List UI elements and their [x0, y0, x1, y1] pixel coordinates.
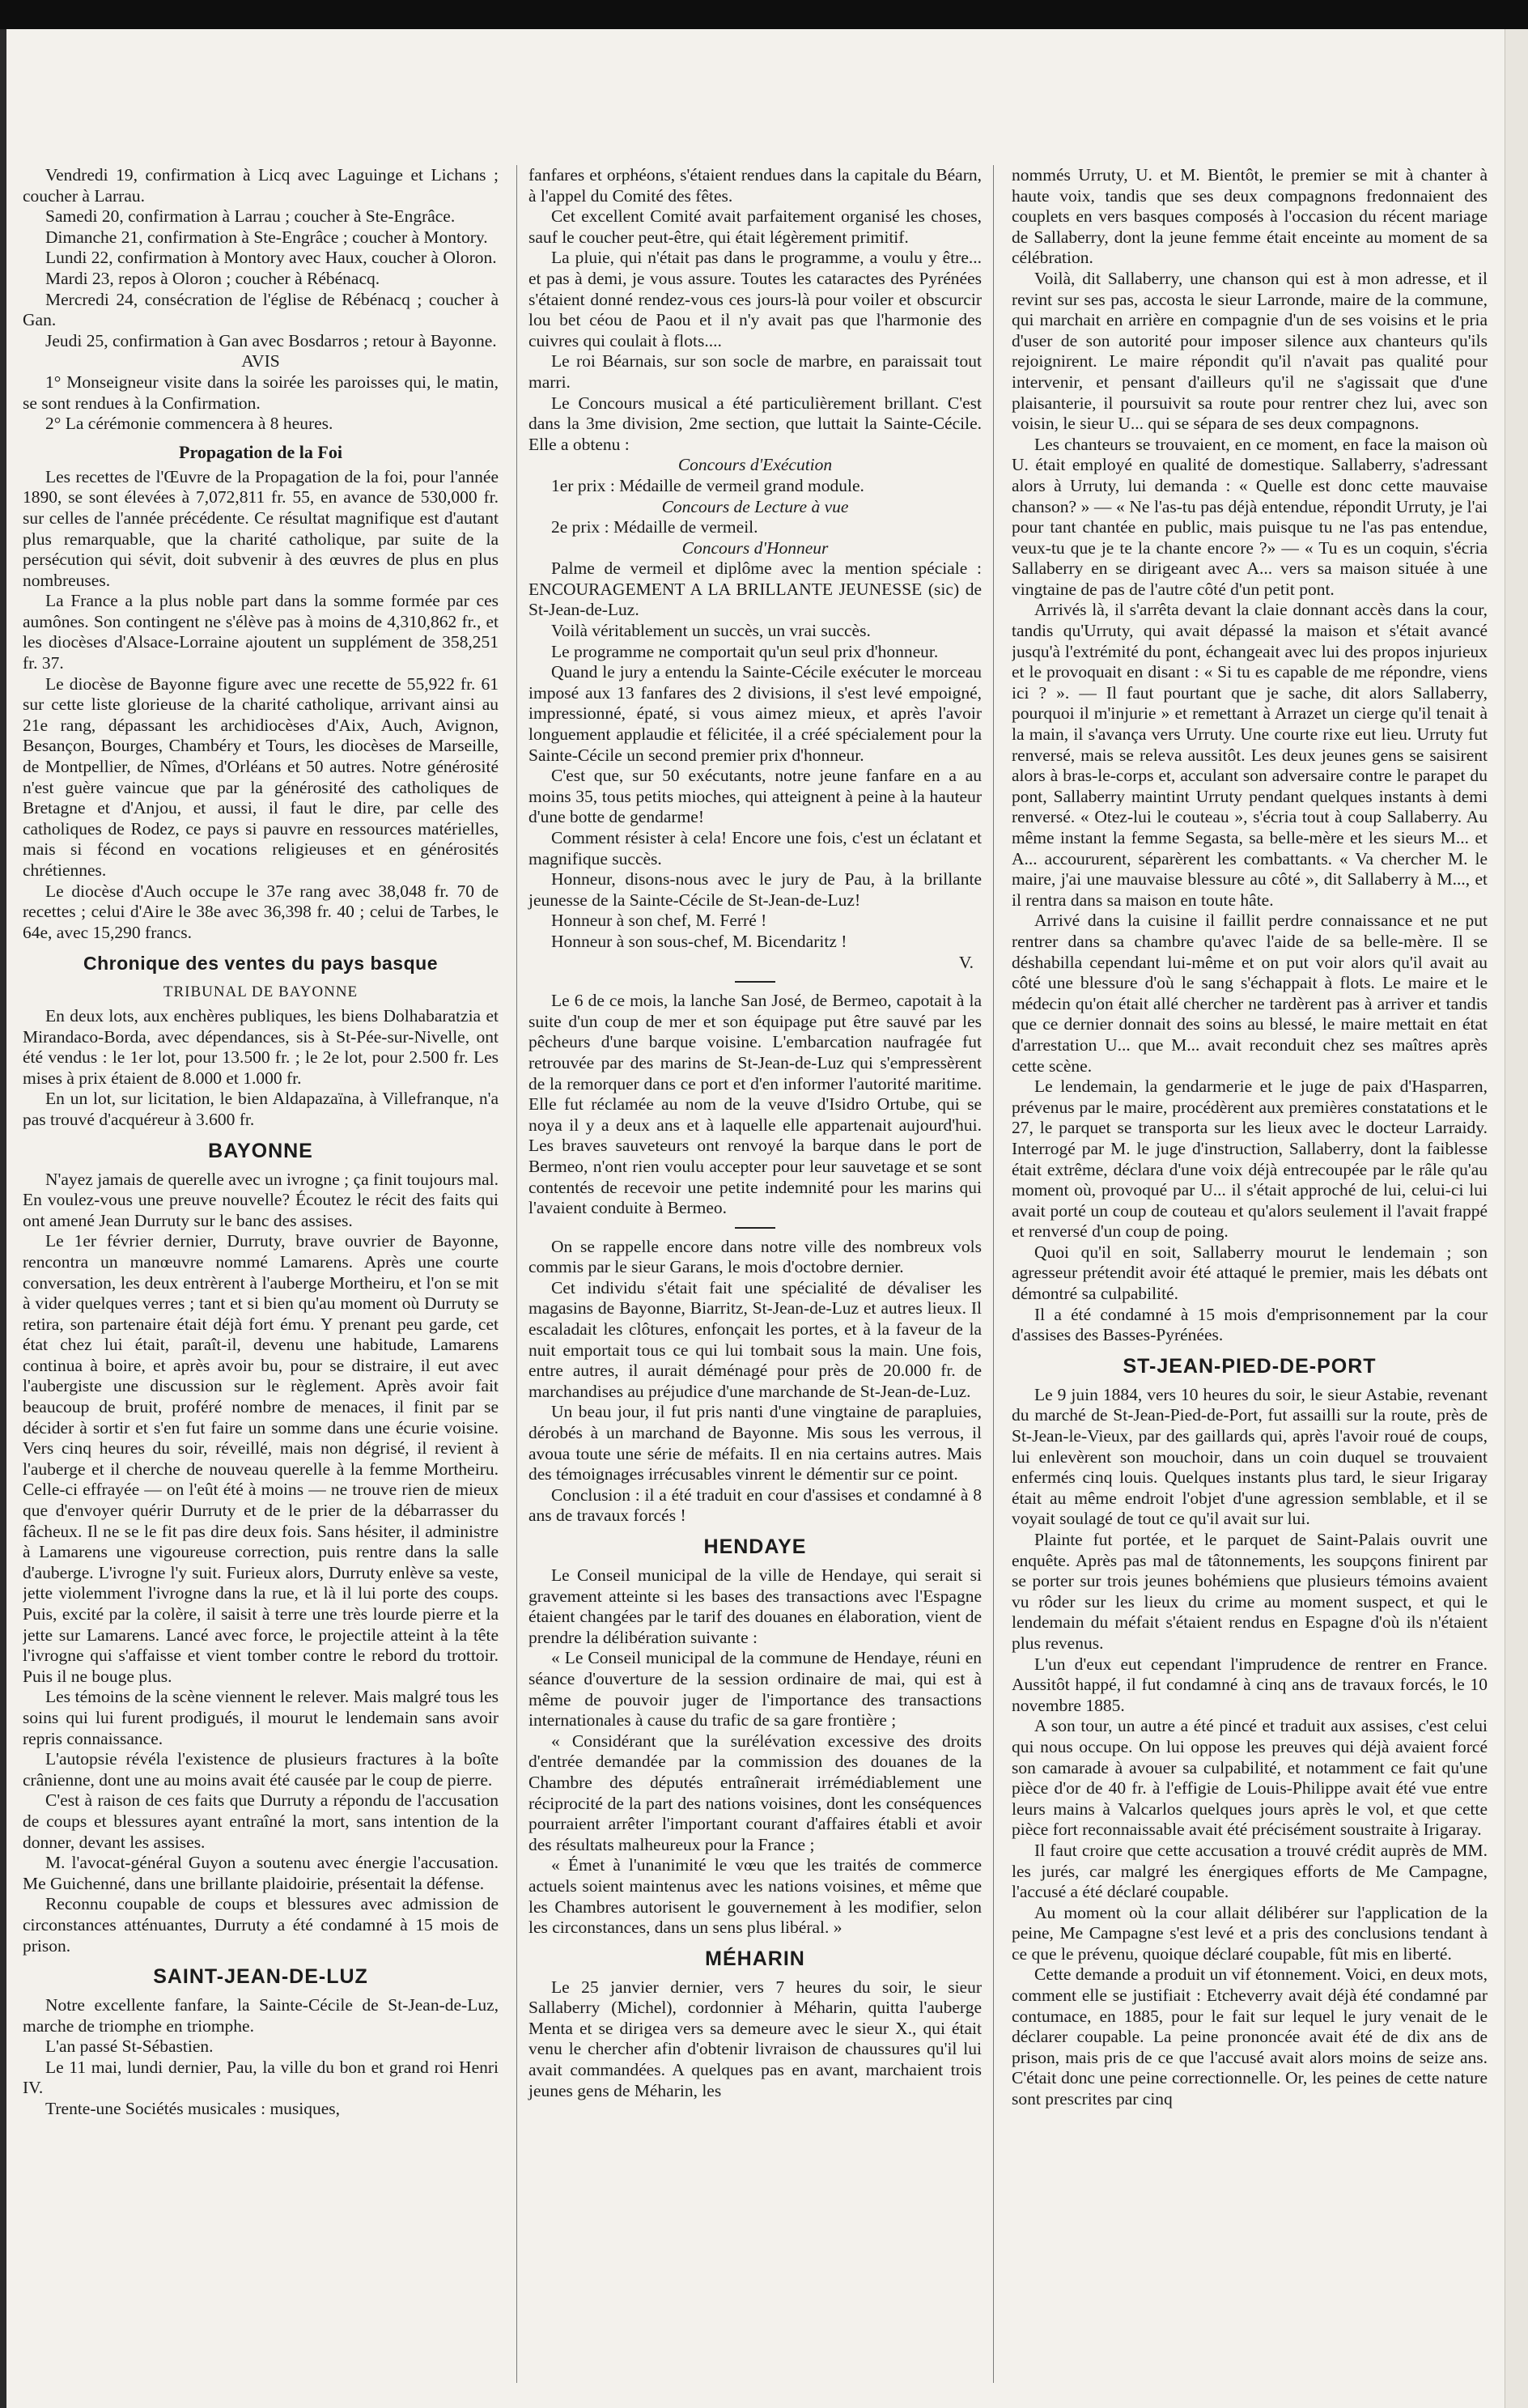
article-paragraph: Le 1er février dernier, Durruty, brave ouvrier de Bayonne, rencontra un manœuvre nommé Lamarens. Après une courte conversation, les deux entrèrent à l'auberge Mortheiru, et l'on se mit à vider quelques verres ; tant et si bien qu'au moment où Durruty se retira, son partenaire était déjà fort ému. Y prenant peu garde, cet état chez lui était, paraît-il, devenu une habitude, Lamarens continua à boire, et après avoir bu, pour se distraire, il eut avec l'aubergiste une discussion sur le règlement. Après avoir fait beaucoup de bruit, proféré nombre de menaces, il finit par se décider à sortir et s'en fut faire un somme dans une écurie voisine. Vers cinq heures du soir, réveillé, mais non dégrisé, il revient à l'auberge et il cherche de nouveau querelle à la femme Mortheiru. Celle-ci effrayée — on l'eût été à moins — ne trouve rien de mieux que d'envoyer quérir Durruty et de le prier de la débarrasser du fâcheux. Il ne se le fit pas dire deux fois. Sans hésiter, il administre à Lamarens une vigoureuse correction, puis rentre dans la salle d'auberge. L'ivrogne l'y suit. Furieux alors, Durruty enlève sa veste, jette violemment l'ivrogne dans la rue, et là il lui porte des coups. Puis, excité par la colère, il saisit à terre une très lourde pierre et la jette sur Lamarens. Lancé avec force, le projectile atteint à la tête l'ivrogne qui s'affaisse et vient tomber contre le rebord du trottoir. Puis il ne bouge plus.	[23, 1231, 499, 1686]
prize-line: 1er prix : Médaille de vermeil grand module.	[551, 475, 864, 495]
article-paragraph: N'ayez jamais de querelle avec un ivrogne ; ça finit toujours mal. En voulez-vous une preuve nouvelle? Écoutez le récit des faits qui ont amené Jean Durruty sur le banc des assises.	[23, 1169, 499, 1230]
article-paragraph: Les témoins de la scène viennent le relever. Mais malgré tous les soins qui lui furent prodigués, il mourut le lendemain sans avoir repris connaissance.	[23, 1687, 499, 1748]
concours-lecture-label: Concours de Lecture à vue	[661, 496, 849, 516]
article-paragraph: Arrivé dans la cuisine il faillit perdre connaissance et ne put rentrer dans sa chambre qu'avec l'aide de sa belle-mère. Il se déshabilla cependant lui-même et on put voir alors qu'il avait au côté une blessure d'où le sang s'échappait à flots. Le maire et le médecin qu'on était allé chercher ne tardèrent pas à arriver et tandis que ce dernier donnait des soins au blessé, le maire mettait en état d'arrestation U... que M... avait reconduit chez ses maîtres après cette scène.	[1012, 911, 1488, 1076]
article-paragraph: La pluie, qui n'était pas dans le programme, a voulu y être... et pas à demi, je vous assure. Toutes les cataractes des Pyrénées s'étaient donné rendez-vous ces jours-là pour voiler et obscurcir lou bet céou de Paou et il n'y avait pas que l'harmonie des cuivres qui coulait à flots....	[528, 248, 982, 350]
confirmation-itinerary	[23, 165, 499, 351]
article-paragraph: Comment résister à cela! Encore une fois, c'est un éclatant et magnifique succès.	[528, 828, 982, 868]
article-paragraph: Le Conseil municipal de la ville de Hendaye, qui serait si gravement atteinte si les bases des transactions avec l'Espagne étaient changées par le tarif des douanes en élaboration, vient de prendre la délibération suivante :	[528, 1565, 982, 1647]
hendaye-heading: HENDAYE	[703, 1535, 807, 1558]
article-paragraph: Honneur à son sous-chef, M. Bicendaritz !	[551, 931, 847, 951]
article-paragraph: Trente-une Sociétés musicales : musiques,	[45, 2099, 341, 2119]
article-paragraph: La France a la plus noble part dans la somme formée par ces aumônes. Son contingent ne s'élève pas à moins de 4,310,862 fr., et les diocèses d'Alsace-Lorraine ajoutent un supplément de 358,251 fr. 37.	[23, 591, 499, 673]
article-paragraph: Il a été condamné à 15 mois d'emprisonnement par la cour d'assises des Basses-Pyrénées.	[1012, 1304, 1488, 1345]
article-paragraph: Cet individu s'était fait une spécialité de dévaliser les magasins de Bayonne, Biarritz, St-Jean-de-Luz et autres lieux. Il escaladait les clôtures, enfonçait les portes, et à la faveur de la nuit emportait tous ce qui lui tombait sous la main. Une fois, entre autres, il aurait déménagé pour près de 20.000 fr. de marchandises au préjudice d'une marchande de St-Jean-de-Luz.	[528, 1277, 982, 1401]
article-paragraph: On se rappelle encore dans notre ville des nombreux vols commis par le sieur Garans, le mois d'octobre dernier.	[528, 1236, 982, 1277]
article-paragraph: Le 11 mai, lundi dernier, Pau, la ville du bon et grand roi Henri IV.	[23, 2057, 499, 2098]
article-paragraph: En un lot, sur licitation, le bien Aldapazaïna, à Villefranque, n'a pas trouvé d'acquéreur à 3.600 fr.	[23, 1089, 499, 1129]
st-jean-pied-de-port-heading: ST-JEAN-PIED-DE-PORT	[1123, 1354, 1377, 1378]
article-paragraph: Plainte fut portée, et le parquet de Saint-Palais ouvrit une enquête. Après pas mal de tâtonnements, les soupçons finirent par se porter sur trois jeunes bohémiens que plusieurs témoins avaient vu rôder sur les lieux du crime au moment suspect, et qui le lendemain du méfait s'étaient rendus en Espagne d'où ils n'étaient plus revenus.	[1012, 1530, 1488, 1653]
newspaper-page	[23, 165, 1488, 2399]
article-paragraph: Honneur à son chef, M. Ferré !	[551, 911, 767, 931]
article-paragraph: « Le Conseil municipal de la commune de Hendaye, réuni en séance d'ouverture de la session ordinaire de mai, qui est à même de pouvoir juger de l'importance des transactions internationales à cause du trafic de sa gare frontière ;	[528, 1648, 982, 1731]
chronique-subheading: TRIBUNAL DE BAYONNE	[163, 983, 359, 1001]
avis-item: 2° La cérémonie commencera à 8 heures.	[45, 414, 333, 434]
article-paragraph: Quand le jury a entendu la Sainte-Cécile exécuter le morceau imposé aux 13 fanfares des 2 divisions, il s'est levé empoigné, impressionné, épaté, si vous aimez mieux, et après l'avoir longuement applaudie et félicitée, il a créé spécialement pour la Sainte-Cécile un second premier prix d'honneur.	[528, 662, 982, 765]
article-paragraph: Arrivés là, il s'arrêta devant la claie donnant accès dans la cour, tandis qu'Urruty, qui avait dépassé la maison et s'était avancé jusqu'à l'extrémité du pont, échangeait avec lui des propos injurieux et le provoquait en disant : « Si tu es capable de me répondre, viens ici ? ». — Il faut pourtant que je sache, dit alors Sallaberry, pourquoi il m'injurie » et remettant à Arrazet un cierge qu'il tenait à la main, il s'avança vers Urruty. Une courte rixe eut lieu. Urruty fut renversé, mais se releva aussitôt. Les deux jeunes gens se saisirent alors à bras-le-corps et, acculant son adversaire contre le parapet du pont, Sallaberry maintint Urruty pendant quelques instants à demi renversé. « Otez-lui le couteau », s'écria tout à coup Sallaberry. Au même instant la femme Segasta, sa belle-mère et les sieurs M... et A... accoururent, séparèrent les combattants. « Va chercher M. le maire, j'ai une mauvaise blessure au côté », dit Sallaberry à M..., et il rentra dans sa maison en toute hâte.	[1012, 600, 1488, 910]
article-paragraph: Le 9 juin 1884, vers 10 heures du soir, le sieur Astabie, revenant du marché de St-Jean-Pied-de-Port, fut assailli sur la route, près de St-Jean-le-Vieux, par des gaillards qui, après l'avoir roué de coups, lui enlevèrent son mouchoir, dans un coin duquel se trouvaient enfermés cinq louis. Quelques instants plus tard, le sieur Irigaray était au même endroit l'objet d'une agression semblable, et il se voyait soulagé de tout ce qu'il avait sur lui.	[1012, 1384, 1488, 1529]
scan-top-border	[0, 0, 1528, 29]
article-paragraph: L'autopsie révéla l'existence de plusieurs fractures à la boîte crânienne, dont une au moins avait été causée par le coup de pierre.	[23, 1749, 499, 1790]
article-paragraph: Le Concours musical a été particulièrement brillant. C'est dans la 3me division, 2me section, que luttait la Sainte-Cécile. Elle a obtenu :	[528, 393, 982, 454]
article-paragraph: Le programme ne comportait qu'un seul prix d'honneur.	[551, 641, 939, 661]
concours-honneur-label: Concours d'Honneur	[681, 537, 829, 558]
itinerary-line: Jeudi 25, confirmation à Gan avec Bosdarros ; retour à Bayonne.	[45, 330, 497, 350]
column-3	[1012, 165, 1488, 2383]
article-paragraph: Le 6 de ce mois, la lanche San José, de Bermeo, capotait à la suite d'un coup de mer et son équipage put être sauvé par les pêcheurs d'une barque voisine. L'embarcation naufragée fut retrouvée par des marins de St-Jean-de-Luz qui s'empressèrent de la remorquer dans ce port et d'en informer l'autorité maritime. Elle fut réclamée au nom de la veuve d'Isidro Ortube, qui se noya il y a deux ans et à laquelle elle appartenait aujourd'hui. Les braves sauveteurs ont renvoyé la barque dans le port de Bermeo, n'ont rien voulu accepter pour leur sauvetage et se sont contentés de recevoir une petite indemnité pour les marins qui l'avaient conduite à Bermeo.	[528, 991, 982, 1218]
article-paragraph: L'un d'eux eut cependant l'imprudence de rentrer en France. Aussitôt happé, il fut condamné à cinq ans de travaux forcés, le 10 novembre 1885.	[1012, 1654, 1488, 1715]
article-paragraph: Cette demande a produit un vif étonnement. Voici, en deux mots, comment elle se justifiait : Etcheverry avait déjà été condamné par contumace, en 1885, pour le fait sur lequel le jury venait de le déclarer coupable. La peine prononcée avait été de dix ans de prison, mais pris de ce que l'accusé avait alors moins de seize ans. C'était donc une peine correctionnelle. Or, les peines de cette nature sont prescrites par cinq	[1012, 1964, 1488, 2109]
section-divider	[735, 981, 775, 983]
article-paragraph: Au moment où la cour allait délibérer sur l'application de la peine, Me Campagne s'est levé et a pris des conclusions tendant à ce que le prévenu, quoique déclaré coupable, fût mis en liberté.	[1012, 1902, 1488, 1964]
article-paragraph: Un beau jour, il fut pris nanti d'une vingtaine de parapluies, dérobés à un marchand de Bayonne. Mis sous les verrous, il avoua toute une série de méfaits. Il en nia certains autres. Mais des témoignages irrécusables vinrent le démentir sur ce point.	[528, 1402, 982, 1484]
article-paragraph: A son tour, un autre a été pincé et traduit aux assises, c'est celui qui nous occupe. On lui oppose les preuves qui déjà avaient forcé son camarade à avouer sa culpabilité, et notamment ce fait qu'une pièce d'or de 40 fr. à l'effigie de Louis-Philippe avait été vue entre leurs mains à Valcarlos quelques jours après le vol, et que cette pièce fort reconnaissable avait été précisément soustraite à Irigaray.	[1012, 1716, 1488, 1840]
article-paragraph: L'an passé St-Sébastien.	[45, 2036, 214, 2057]
meharin-heading: MÉHARIN	[705, 1947, 805, 1970]
avis-heading: AVIS	[241, 351, 280, 372]
section-divider	[735, 1227, 775, 1229]
article-paragraph: Honneur, disons-nous avec le jury de Pau, à la brillante jeunesse de la Sainte-Cécile de St-Jean-de-Luz!	[528, 869, 982, 910]
itinerary-line: Lundi 22, confirmation à Montory avec Haux, coucher à Oloron.	[45, 248, 497, 268]
bayonne-heading: BAYONNE	[208, 1139, 313, 1162]
saint-jean-de-luz-heading: SAINT-JEAN-DE-LUZ	[153, 1965, 368, 1989]
article-paragraph: « Considérant que la surélévation excessive des droits d'entrée demandée par la commission des douanes de la Chambre des députés entraînerait irrémédiablement une réciprocité de la part des nations voisines, dont les conséquences pourraient arrêter l'important courant d'affaires établi et avoir des résultats malheureux pour la France ;	[528, 1731, 982, 1854]
article-paragraph: Le lendemain, la gendarmerie et le juge de paix d'Hasparren, prévenus par le maire, procédèrent aux premières constatations et le 27, le parquet se transporta sur les lieux avec le docteur Larraidy. Interrogé par M. le juge d'instruction, Sallaberry, dont la faiblesse était extrême, déclara d'une voix déjà entrecoupée par le râle qu'au moment où, provoqué par U... il s'était approché de lui, celui-ci lui avait porté un coup de couteau et qu'alors seulement il l'avait frappé et renversé d'un coup de poing.	[1012, 1077, 1488, 1242]
article-paragraph: Voilà, dit Sallaberry, une chanson qui est à mon adresse, et il revint sur ses pas, accosta le sieur Larronde, maire de la commune, qui marchait en arrière en compagnie d'un de ses voisins et le pria d'user de son autorité pour imposer silence aux chanteurs qu'ils rejoignirent. Le maire répondit qu'il n'avait pas qualité pour intervenir, et pensant d'ailleurs qu'il ne s'agissait que d'une plaisanterie, il poursuivit sa route pour rentrer chez lui, avec son voisin, le sieur U... qui se sépara de ses deux compagnons.	[1012, 268, 1488, 434]
scan-right-margin	[1505, 29, 1528, 2408]
article-paragraph: En deux lots, aux enchères publiques, les biens Dolhabaratzia et Mirandaco-Borda, avec dépendances, sis à St-Pée-sur-Nivelle, ont été vendus : le 1er lot, pour 13.500 fr. ; le 2e lot, pour 2.500 fr. Les mises à prix étaient de 8.000 et 1.000 fr.	[23, 1005, 499, 1088]
article-paragraph: C'est à raison de ces faits que Durruty a répondu de l'accusation de coups et blessures ayant entraîné la mort, sans intention de la donner, devant les assises.	[23, 1790, 499, 1852]
column-2	[516, 165, 994, 2383]
concours-execution-label: Concours d'Exécution	[677, 455, 833, 475]
scan-left-border	[0, 29, 6, 2408]
prize-line: 2e prix : Médaille de vermeil.	[551, 517, 758, 537]
prize-line: Palme de vermeil et diplôme avec la mention spéciale : ENCOURAGEMENT A LA BRILLANTE JEUNESSE (sic) de St-Jean-de-Luz.	[528, 558, 982, 620]
itinerary-line: Vendredi 19, confirmation à Licq avec Laguinge et Lichans ; coucher à Larrau.	[23, 165, 499, 206]
article-paragraph: Le roi Béarnais, sur son socle de marbre, en paraissait tout marri.	[528, 351, 982, 392]
article-paragraph: Les recettes de l'Œuvre de la Propagation de la foi, pour l'année 1890, se sont élevées à 7,072,811 fr. 55, en avance de 530,000 fr. sur celles de l'année précédente. Ce résultat magnifique est d'autant plus remarquable, que la charité catholique, par suite de la persécution qui sévit, doit subvenir à des œuvres de plus en plus nombreuses.	[23, 466, 499, 590]
article-paragraph: C'est que, sur 50 exécutants, notre jeune fanfare en a au moins 35, tous petits mioches, qui atteignent à peine à la hauteur d'une botte de gendarme!	[528, 766, 982, 827]
article-paragraph: Le diocèse de Bayonne figure avec une recette de 55,922 fr. 61 sur cette liste glorieuse de la charité catholique, arrivant ainsi au 21e rang, dépassant les archidiocèses d'Aix, Auch, Avignon, Besançon, Bourges, Chambéry et Tours, les diocèses de Marseille, de Montpellier, de Nîmes, d'Orléans et 50 autres. Notre générosité n'est guère vaincue que par la générosité des catholiques de Bretagne et d'Anjou, et aussi, il faut le dire, par celle des catholiques de Rodez, ce pays si pauvre en ressources matérielles, mais si fécond en vocations religieuses et en générosités chrétiennes.	[23, 673, 499, 880]
itinerary-line: Mardi 23, repos à Oloron ; coucher à Rébénacq.	[45, 268, 380, 288]
article-paragraph: Le 25 janvier dernier, vers 7 heures du soir, le sieur Sallaberry (Michel), cordonnier à Méharin, quitta l'auberge Menta et se dirigea vers sa demeure avec le sieur X., qui était venu le chercher afin d'obtenir livraison de chaussures qu'il lui avait commandées. A quelques pas en avant, marchaient trois jeunes gens de Méharin, les	[528, 1977, 982, 2100]
article-paragraph: Conclusion : il a été traduit en cour d'assises et condamné à 8 ans de travaux forcés !	[528, 1484, 982, 1526]
article-paragraph: Reconnu coupable de coups et blessures avec admission de circonstances atténuantes, Durruty a été condamné à 15 mois de prison.	[23, 1894, 499, 1956]
article-paragraph: Cet excellent Comité avait parfaitement organisé les choses, sauf le coucher peut-être, qui était légèrement primitif.	[528, 206, 982, 247]
article-paragraph: Notre excellente fanfare, la Sainte-Cécile de St-Jean-de-Luz, marche de triomphe en triomphe.	[23, 1995, 499, 2036]
article-paragraph: Le diocèse d'Auch occupe le 37e rang avec 38,048 fr. 70 de recettes ; celui d'Aire le 38e avec 36,398 fr. 40 ; celui de Tarbes, le 64e, avec 15,290 francs.	[23, 881, 499, 942]
propagation-heading: Propagation de la Foi	[179, 441, 342, 462]
article-paragraph: nommés Urruty, U. et M. Bientôt, le premier se mit à chanter à haute voix, tandis que ses deux compagnons fredonnaient des couplets en vers basques composés à l'occasion du récent mariage de Sallaberry, dont la jeune femme était enceinte au moment de sa célébration.	[1012, 165, 1488, 268]
article-paragraph: Quoi qu'il en soit, Sallaberry mourut le lendemain ; son agresseur prétendit avoir été attaqué le premier, mais les débats ont démontré sa culpabilité.	[1012, 1242, 1488, 1304]
article-paragraph: Il faut croire que cette accusation a trouvé crédit auprès de MM. les jurés, car malgré les énergiques efforts de Me Campagne, l'accusé a été déclaré coupable.	[1012, 1840, 1488, 1902]
article-paragraph: Voilà véritablement un succès, un vrai succès.	[551, 621, 871, 641]
column-1	[23, 165, 499, 2383]
article-paragraph: « Émet à l'unanimité le vœu que les traités de commerce actuels soient maintenus avec les nations voisines, et même que les Chambres autorisent le gouvernement à les modifier, selon les circonstances, dans un sens plus libéral. »	[528, 1855, 982, 1938]
avis-item: 1° Monseigneur visite dans la soirée les paroisses qui, le matin, se sont rendues à la Confirmation.	[23, 372, 499, 413]
article-paragraph: fanfares et orphéons, s'étaient rendues dans la capitale du Béarn, à l'appel du Comité des fêtes.	[528, 165, 982, 206]
article-paragraph: Les chanteurs se trouvaient, en ce moment, en face la maison où U. était employé en qualité de domestique. Sallaberry, s'adressant alors à Urruty, lui demanda : « Quelle est donc cette mauvaise chanson? » — « Ne l'as-tu pas déjà entendue, répondit Urruty, je l'ai pour tant chantée en public, mais puisque tu ne l'as pas entendue, veux-tu que je te la chante encore ?» — « Tu es un coquin, s'écria Sallaberry en se dirigeant avec A... vers sa maison située à une vingtaine de pas de l'autre côté d'un petit pont.	[1012, 434, 1488, 599]
itinerary-line: Mercredi 24, consécration de l'église de Rébénacq ; coucher à Gan.	[23, 289, 499, 330]
article-paragraph: M. l'avocat-général Guyon a soutenu avec énergie l'accusation. Me Guichenné, dans une brillante plaidoirie, présentait la défense.	[23, 1853, 499, 1893]
itinerary-line: Dimanche 21, confirmation à Ste-Engrâce ; coucher à Montory.	[45, 227, 488, 247]
itinerary-line: Samedi 20, confirmation à Larrau ; coucher à Ste-Engrâce.	[45, 206, 456, 227]
chronique-heading: Chronique des ventes du pays basque	[83, 953, 438, 975]
author-signature: V.	[958, 952, 974, 972]
